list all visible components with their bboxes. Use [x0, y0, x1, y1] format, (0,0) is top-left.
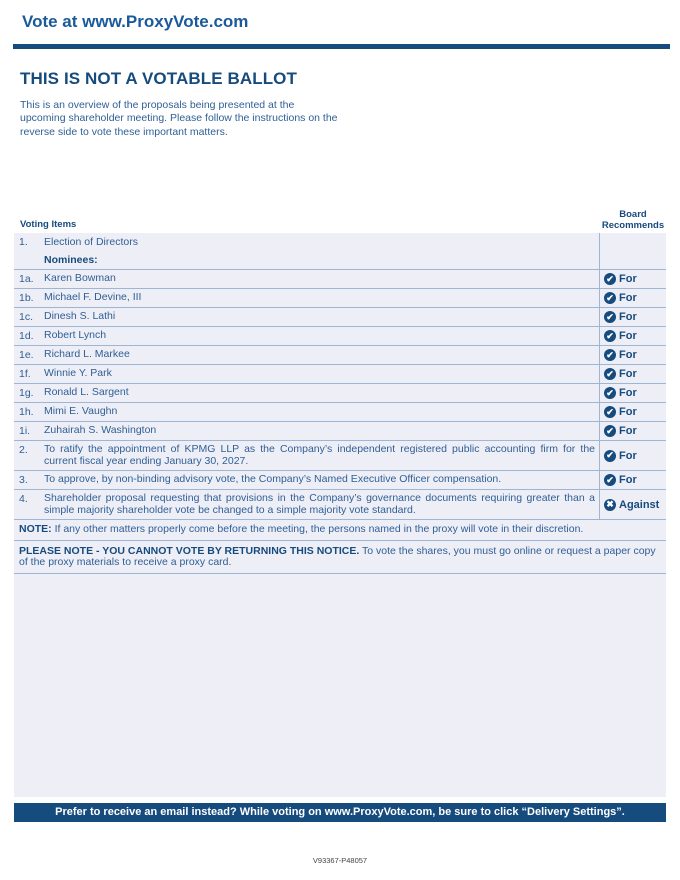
board-recommendation: [599, 252, 666, 269]
item-number: 3.: [19, 474, 28, 486]
item-number: 1a.: [19, 273, 34, 285]
row-item: [14, 289, 599, 307]
board-recommendation: [599, 346, 666, 364]
item-number: 1f.: [19, 368, 31, 380]
board-recommendation: [599, 233, 666, 252]
table-row: [14, 384, 666, 403]
table-row: [14, 233, 666, 252]
board-recommendation: [599, 384, 666, 402]
check-circle-icon: ✔: [604, 349, 616, 361]
item-text: Karen Bowman: [44, 272, 116, 285]
check-circle-icon: ✔: [604, 330, 616, 342]
item-text: Michael F. Devine, III: [44, 291, 142, 304]
recommendation-label: For: [619, 311, 637, 323]
item-number: 1h.: [19, 406, 34, 418]
board-recommends-header: [598, 209, 668, 231]
row-item: [14, 270, 599, 288]
table-row: [14, 270, 666, 289]
check-circle-icon: ✔: [604, 368, 616, 380]
item-text: Dinesh S. Lathi: [44, 310, 116, 323]
recommendation-label: For: [619, 368, 637, 380]
item-text: Winnie Y. Park: [44, 367, 112, 380]
recommendation-label: For: [619, 406, 637, 418]
table-row: [14, 441, 666, 471]
row-item: [14, 233, 599, 252]
table-row: [14, 252, 666, 270]
board-recommendation: [599, 403, 666, 421]
item-text: Robert Lynch: [44, 329, 107, 342]
item-number: 1.: [19, 236, 28, 248]
note-cannot-vote: [14, 541, 666, 574]
header-title: Vote at www.ProxyVote.com: [22, 12, 249, 31]
row-item: [14, 252, 599, 269]
row-item: [14, 471, 599, 489]
item-text: Ronald L. Sargent: [44, 386, 129, 399]
item-number: 1c.: [19, 311, 34, 323]
board-recommendation: [599, 270, 666, 288]
item-number: 2.: [19, 444, 28, 456]
check-circle-icon: ✔: [604, 425, 616, 437]
check-circle-icon: ✔: [604, 387, 616, 399]
recommendation-label: For: [619, 330, 637, 342]
note-text: If any other matters properly come before the meeting, the persons named in the proxy will vote in their discretion.: [51, 523, 584, 535]
recommendation-label: For: [619, 273, 637, 285]
row-item: [14, 365, 599, 383]
note-discretion: [14, 520, 666, 541]
ballot-intro: This is an overview of the proposals being presented at the upcoming shareholder meeting. Please follow the instructions on the reverse side to vote these important matters.: [20, 99, 338, 138]
item-number: 1e.: [19, 349, 34, 361]
board-recommendation: [599, 365, 666, 383]
item-text: Election of Directors: [44, 235, 138, 248]
document-code: V93367-P48057: [312, 856, 368, 865]
recommendation-label: For: [619, 449, 637, 462]
item-text: Mimi E. Vaughn: [44, 405, 118, 418]
delivery-settings-banner: Prefer to receive an email instead? While voting on www.ProxyVote.com, be sure to click “Delivery Settings”.: [14, 803, 666, 822]
check-circle-icon: ✔: [604, 406, 616, 418]
row-item: [14, 346, 599, 364]
check-circle-icon: ✔: [604, 273, 616, 285]
note-label: PLEASE NOTE - YOU CANNOT VOTE BY RETURNING THIS NOTICE.: [19, 544, 360, 557]
item-text: Shareholder proposal requesting that provisions in the Company’s governance documents requiring greater than a simple majority shareholder vote be changed to a simple majority vote standard.: [44, 492, 595, 516]
x-circle-icon: ✖: [604, 499, 616, 511]
board-recommendation: [599, 327, 666, 345]
row-item: [14, 308, 599, 326]
item-number: 1b.: [19, 292, 34, 304]
check-circle-icon: ✔: [604, 450, 616, 462]
voting-items-header: Voting Items: [20, 219, 77, 230]
board-header-line1: Board: [619, 209, 647, 220]
recommendation-label: For: [619, 349, 637, 361]
board-recommendation: [599, 289, 666, 307]
note-text: To vote the shares, you must go online or request a paper copy of the proxy materials to receive a proxy card.: [19, 544, 656, 568]
item-text: To approve, by non-binding advisory vote, the Company’s Named Executive Officer compensation.: [44, 473, 502, 486]
row-item: [14, 441, 599, 470]
recommendation-label: For: [619, 387, 637, 399]
check-circle-icon: ✔: [604, 474, 616, 486]
recommendation-label: For: [619, 425, 637, 437]
note-label: NOTE:: [19, 523, 52, 535]
table-row: [14, 289, 666, 308]
table-row: [14, 327, 666, 346]
table-row: [14, 365, 666, 384]
header-rule: [13, 44, 670, 49]
row-item: [14, 403, 599, 421]
item-text: To ratify the appointment of KPMG LLP as the Company’s independent registered public accounting firm for the current fiscal year ending January 30, 2027.: [44, 443, 595, 467]
item-number: 1d.: [19, 330, 34, 342]
item-number: 1i.: [19, 425, 31, 437]
nominees-label: Nominees:: [44, 253, 98, 266]
table-row: [14, 403, 666, 422]
board-recommendation: [599, 422, 666, 440]
table-row: [14, 471, 666, 490]
board-header-line2: Recommends: [601, 220, 665, 231]
check-circle-icon: ✔: [604, 311, 616, 323]
table-row: [14, 490, 666, 520]
row-item: [14, 422, 599, 440]
row-item: [14, 327, 599, 345]
voting-table: [14, 233, 666, 574]
ballot-title: THIS IS NOT A VOTABLE BALLOT: [20, 69, 297, 88]
item-number: 1g.: [19, 387, 34, 399]
recommendation-label: Against: [619, 498, 660, 511]
item-number: 4.: [19, 493, 28, 505]
board-recommendation: [599, 490, 666, 519]
item-text: Richard L. Markee: [44, 348, 130, 361]
recommendation-label: For: [619, 474, 637, 486]
table-row: [14, 308, 666, 327]
table-row: [14, 422, 666, 441]
board-recommendation: [599, 308, 666, 326]
recommendation-label: For: [619, 292, 637, 304]
row-item: [14, 490, 599, 519]
board-recommendation: [599, 441, 666, 470]
board-recommendation: [599, 471, 666, 489]
check-circle-icon: ✔: [604, 292, 616, 304]
item-text: Zuhairah S. Washington: [44, 424, 157, 437]
table-row: [14, 346, 666, 365]
row-item: [14, 384, 599, 402]
